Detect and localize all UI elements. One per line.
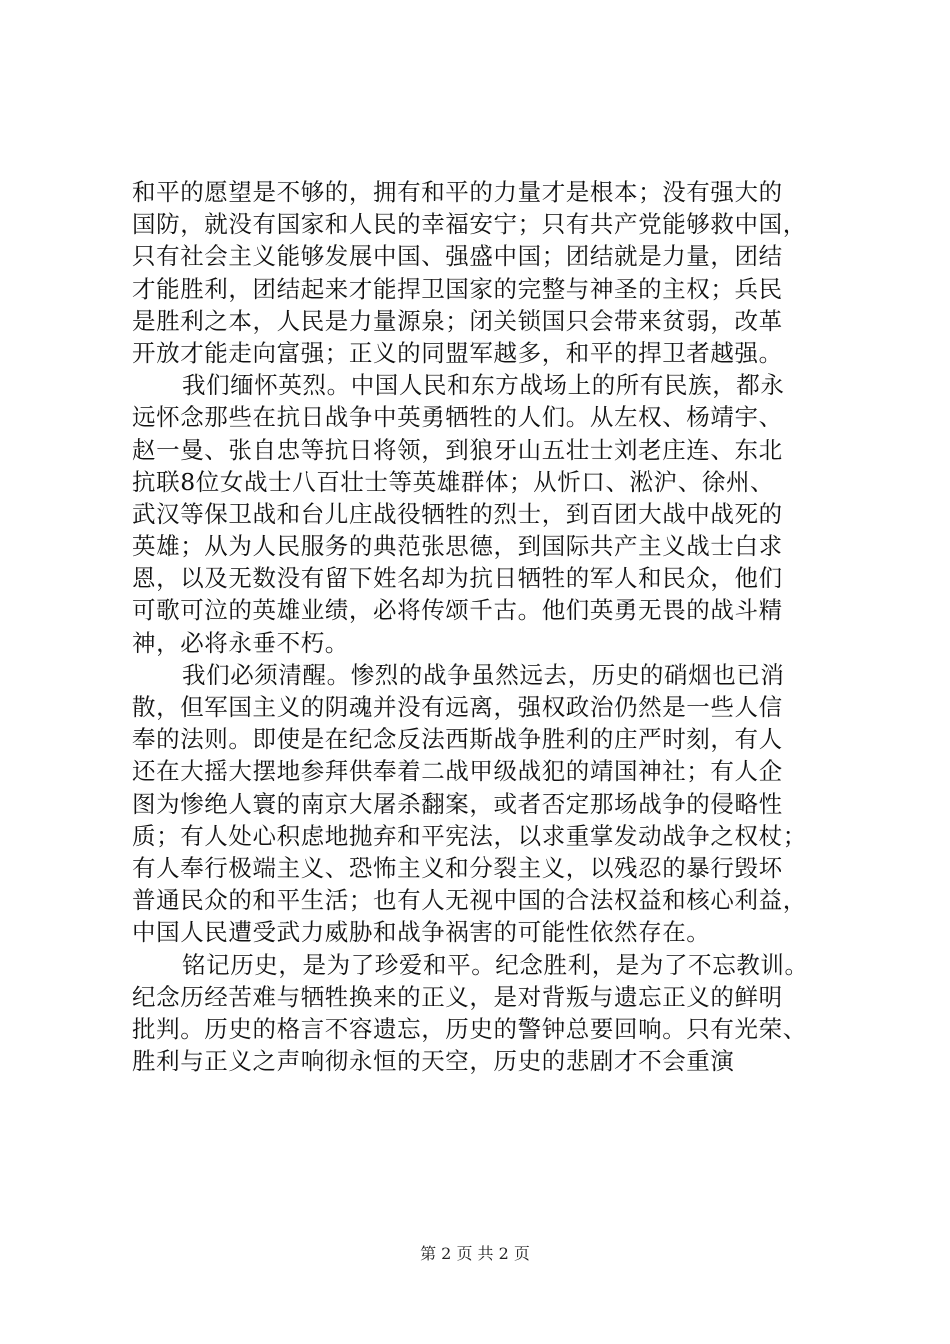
text-line: 批判。历史的格言不容遗忘，历史的警钟总要回响。只有光荣、	[132, 1014, 807, 1043]
document-body	[132, 176, 832, 1077]
text-line: 赵一曼、张自忠等抗日将领，到狼牙山五壮士刘老庄连、东北	[132, 435, 783, 464]
text-line: 国防，就没有国家和人民的幸福安宁；只有共产党能够救中国，	[132, 210, 807, 239]
text-line: 还在大摇大摆地参拜供奉着二战甲级战犯的靖国神社；有人企	[132, 757, 783, 786]
text-line: 只有社会主义能够发展中国、强盛中国；团结就是力量，团结	[132, 242, 783, 271]
text-line: 抗联8位女战士八百壮士等英雄群体；从忻口、淞沪、徐州、	[132, 467, 775, 496]
page-number-footer: 第 2 页 共 2 页	[420, 1244, 530, 1263]
text-line: 和平的愿望是不够的，拥有和平的力量才是根本；没有强大的	[132, 178, 783, 206]
text-line: 可歌可泣的英雄业绩，必将传颂千古。他们英勇无畏的战斗精	[132, 596, 783, 625]
text-line: 胜利与正义之声响彻永恒的天空，历史的悲剧才不会重演	[132, 1047, 735, 1076]
text-line: 恩，以及无数没有留下姓名却为抗日牺牲的军人和民众，他们	[132, 564, 783, 593]
paragraph-2	[132, 369, 832, 659]
text-line: 铭记历史，是为了珍爱和平。纪念胜利，是为了不忘教训。	[182, 950, 809, 979]
text-line: 是胜利之本，人民是力量源泉；闭关锁国只会带来贫弱，改革	[132, 306, 783, 335]
text-line: 才能胜利，团结起来才能捍卫国家的完整与神圣的主权；兵民	[132, 274, 783, 303]
text-line: 神，必将永垂不朽。	[132, 628, 349, 657]
text-line: 普通民众的和平生活；也有人无视中国的合法权益和核心利益，	[132, 886, 807, 915]
paragraph-3	[132, 659, 832, 949]
text-line: 武汉等保卫战和台儿庄战役牺牲的烈士，到百团大战中战死的	[132, 499, 783, 528]
text-line: 纪念历经苦难与牺牲换来的正义，是对背叛与遗忘正义的鲜明	[132, 982, 783, 1011]
text-line: 图为惨绝人寰的南京大屠杀翻案，或者否定那场战争的侵略性	[132, 789, 783, 818]
text-line: 中国人民遭受武力威胁和战争祸害的可能性依然存在。	[132, 918, 711, 947]
text-line: 远怀念那些在抗日战争中英勇牺牲的人们。从左权、杨靖宇、	[132, 403, 783, 432]
text-line: 我们缅怀英烈。中国人民和东方战场上的所有民族，都永	[182, 371, 785, 400]
paragraph-4	[132, 949, 832, 1078]
text-line: 有人奉行极端主义、恐怖主义和分裂主义，以残忍的暴行毁坏	[132, 853, 783, 882]
text-line: 散，但军国主义的阴魂并没有远离，强权政治仍然是一些人信	[132, 693, 783, 721]
paragraph-1	[132, 176, 832, 369]
text-line: 我们必须清醒。惨烈的战争虽然远去，历史的硝烟也已消	[182, 660, 785, 689]
text-line: 奉的法则。即使是在纪念反法西斯战争胜利的庄严时刻，有人	[132, 725, 783, 754]
text-line: 开放才能走向富强；正义的同盟军越多，和平的捍卫者越强。	[132, 338, 783, 367]
text-line: 质；有人处心积虑地抛弃和平宪法，以求重掌发动战争之权杖；	[132, 821, 807, 850]
text-line: 英雄；从为人民服务的典范张思德，到国际共产主义战士白求	[132, 532, 783, 561]
